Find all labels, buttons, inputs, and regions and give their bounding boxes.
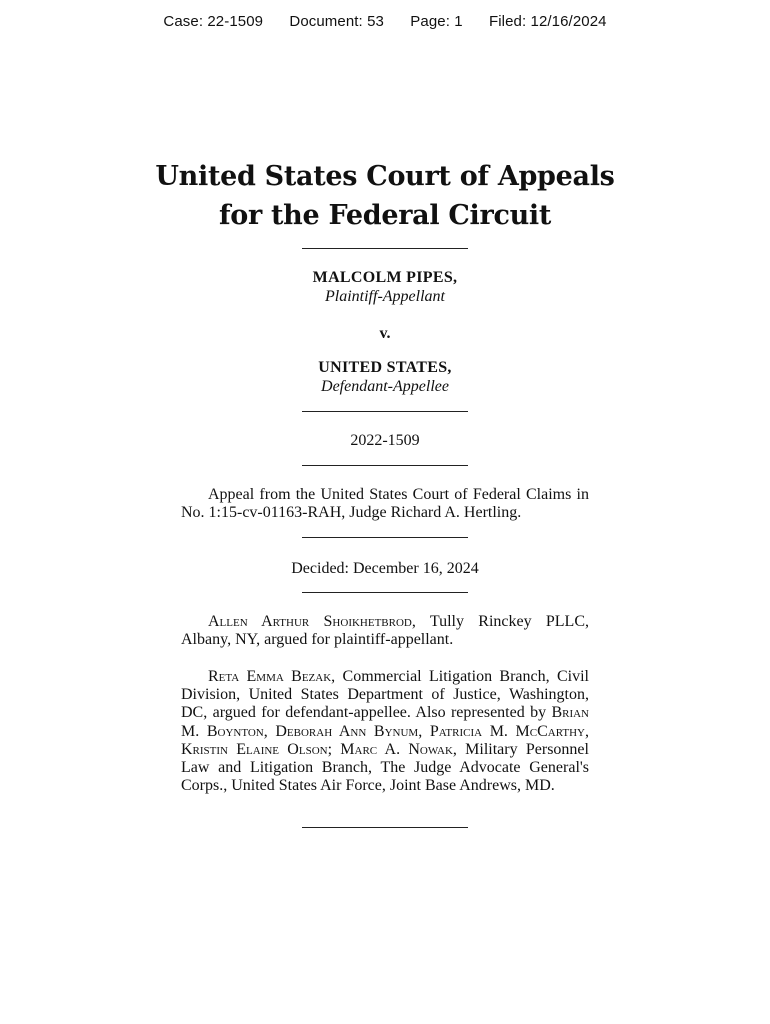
defendant-attorney-name: Reta Emma Bezak bbox=[208, 668, 332, 685]
counsel-name: Brian M. Boynton bbox=[181, 704, 589, 740]
divider bbox=[302, 537, 468, 538]
appellee-name: UNITED STATES, bbox=[318, 359, 452, 376]
counsel-name: Deborah Ann Bynum bbox=[275, 722, 419, 740]
versus-label: v. bbox=[379, 325, 391, 342]
page-number: Page: 1 bbox=[410, 13, 463, 30]
plaintiff-counsel-paragraph bbox=[181, 613, 589, 649]
decided-date: Decided: December 16, 2024 bbox=[291, 560, 479, 577]
appellant-role: Plaintiff-Appellant bbox=[325, 288, 445, 305]
court-title bbox=[0, 157, 770, 235]
defendant-counsel-affiliation: , Military Personnel Law and Litigation Branch, The Judge Advocate General's Corps., United States Air Force, Joint Base Andrews, MD. bbox=[181, 740, 589, 795]
counsel-name: Patricia M. McCarthy bbox=[429, 722, 586, 740]
appellant-block bbox=[0, 268, 770, 306]
separator: ; bbox=[327, 740, 341, 758]
document-number: Document: 53 bbox=[289, 13, 384, 30]
defendant-counsel-paragraph bbox=[181, 668, 589, 795]
plaintiff-counsel-details: , Tully Rinckey PLLC, Albany, NY, argued for plaintiff-appellant. bbox=[181, 613, 589, 649]
separator: , bbox=[418, 722, 430, 740]
divider bbox=[302, 827, 468, 828]
filing-header bbox=[0, 13, 770, 30]
filed-date: Filed: 12/16/2024 bbox=[488, 13, 607, 30]
case-number: Case: 22-1509 bbox=[163, 13, 264, 30]
divider bbox=[302, 465, 468, 466]
counsel-name: Marc A. Nowak bbox=[340, 740, 453, 758]
defendant-counsel-details: , Commercial Litigation Branch, Civil Division, United States Department of Justice, Washington, DC, argued for defendant-appellee. Also represented by bbox=[181, 668, 589, 722]
court-title-line-1: United States Court of Appeals bbox=[155, 161, 615, 192]
separator: , bbox=[263, 722, 276, 740]
divider bbox=[302, 411, 468, 412]
appellant-name: MALCOLM PIPES, bbox=[312, 269, 458, 286]
counsel-name: Kristin Elaine Olson bbox=[181, 740, 328, 758]
appellee-block bbox=[0, 358, 770, 396]
appeal-from-paragraph: Appeal from the United States Court of Federal Claims in No. 1:15-cv-01163-RAH, Judge Richard A. Hertling. bbox=[181, 486, 589, 522]
separator: , bbox=[585, 722, 590, 740]
plaintiff-attorney-name: Allen Arthur Shoikhetbrod bbox=[208, 613, 412, 630]
docket-number: 2022-1509 bbox=[350, 432, 420, 449]
divider bbox=[302, 592, 468, 593]
divider bbox=[302, 248, 468, 249]
versus-block bbox=[0, 324, 770, 343]
appellee-role: Defendant-Appellee bbox=[321, 378, 449, 395]
court-title-line-2: for the Federal Circuit bbox=[218, 200, 552, 231]
